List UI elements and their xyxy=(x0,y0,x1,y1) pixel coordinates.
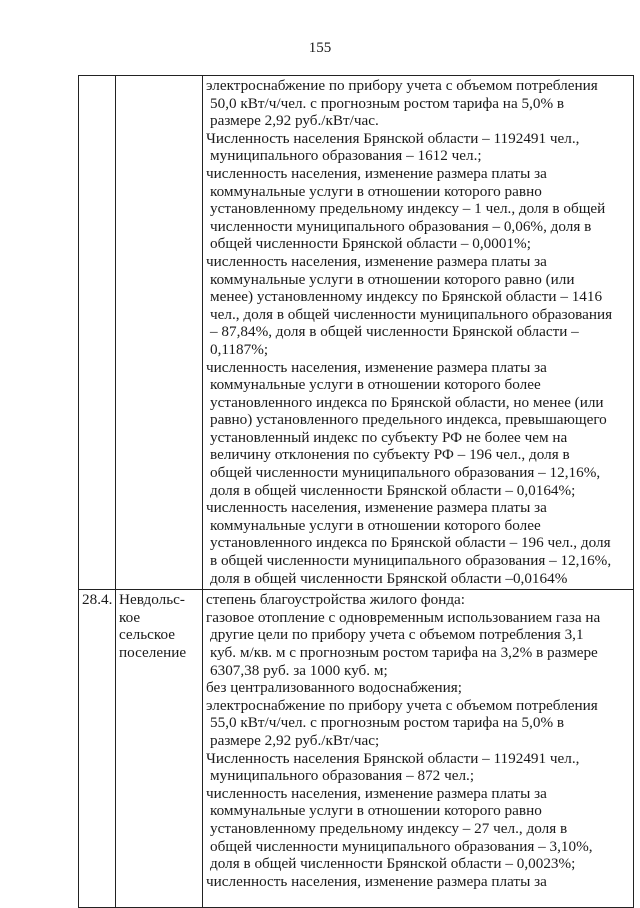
text-line: электроснабжение по прибору учета с объемом потребления xyxy=(206,77,598,94)
document-table xyxy=(78,75,634,908)
table-row xyxy=(79,590,634,908)
text-line: численность населения, изменение размера платы за xyxy=(206,499,547,517)
settlement-name-line: сельское xyxy=(119,626,176,644)
settlement-name-cell xyxy=(116,76,203,590)
text-line: степень благоустройства жилого фонда: xyxy=(206,591,466,609)
text-line: установленного индекса по Брянской области – 196 чел., доля xyxy=(210,534,611,552)
text-line: Численность населения Брянской области – 1192491 чел., xyxy=(206,129,580,147)
text-line: численность населения, изменение размера платы за xyxy=(206,164,547,182)
text-line: коммунальные услуги в отношении которого равно xyxy=(210,802,542,820)
text-line: доля в общей численности Брянской области – 0,0164%; xyxy=(210,481,576,499)
table-row xyxy=(79,76,634,590)
description-cell xyxy=(203,590,634,908)
text-line: коммунальные услуги в отношении которого равно xyxy=(210,182,542,200)
text-line: коммунальные услуги в отношении которого равно (или xyxy=(210,270,575,288)
text-line: 50,0 кВт/ч/чел. с прогнозным ростом тарифа на 5,0% в xyxy=(210,94,565,112)
text-line: установленного индекса по Брянской области, но менее (или xyxy=(210,393,604,411)
text-line: численность населения, изменение размера платы за xyxy=(206,358,547,376)
row-number-cell xyxy=(79,76,116,590)
text-line: коммунальные услуги в отношении которого более xyxy=(210,376,541,394)
text-line: электроснабжение по прибору учета с объемом потребления xyxy=(206,696,598,714)
page-number: 155 xyxy=(308,40,332,56)
text-line: другие цели по прибору учета с объемом потребления 3,1 xyxy=(210,626,584,644)
text-line: общей численности муниципального образования – 12,16%, xyxy=(210,464,601,482)
text-line: муниципального образования – 1612 чел.; xyxy=(210,147,482,165)
text-line: общей численности муниципального образования – 3,10%, xyxy=(210,837,593,855)
text-line: установленному предельному индексу – 27 чел., доля в xyxy=(210,819,568,837)
text-line: чел., доля в общей численности муниципального образования xyxy=(210,305,613,323)
text-line: размере 2,92 руб./кВт/час; xyxy=(210,731,380,749)
settlement-name-line: поселение xyxy=(119,644,187,661)
text-line: равно) установленного предельного индекса, превышающего xyxy=(210,411,607,429)
text-line: установленному предельному индексу – 1 чел., доля в общей xyxy=(210,200,606,218)
settlement-name-line: кое xyxy=(119,608,141,626)
settlement-name-line: Невдольс- xyxy=(119,591,185,609)
text-line: 55,0 кВт/ч/чел. с прогнозным ростом тарифа на 5,0% в xyxy=(210,714,565,732)
text-line: 0,1187%; xyxy=(210,340,269,358)
text-line: 6307,38 руб. за 1000 куб. м; xyxy=(210,661,388,679)
text-line: куб. м/кв. м с прогнозным ростом тарифа на 3,2% в размере xyxy=(210,644,598,661)
text-line: численности муниципального образования – 0,06%, доля в xyxy=(210,217,592,235)
text-line: численность населения, изменение размера платы за xyxy=(206,872,547,890)
text-line: доля в общей численности Брянской области –0,0164% xyxy=(210,569,568,587)
text-line: размере 2,92 руб./кВт/час. xyxy=(210,112,379,130)
description-cell xyxy=(203,76,634,590)
settlement-name-cell xyxy=(116,590,203,908)
row-number-cell: 28.4. xyxy=(79,590,116,908)
text-line: газовое отопление с одновременным использованием газа на xyxy=(206,608,601,626)
text-line: доля в общей численности Брянской области – 0,0023%; xyxy=(210,855,576,873)
text-line: муниципального образования – 872 чел.; xyxy=(210,767,475,785)
text-line: – 87,84%, доля в общей численности Брянской области – xyxy=(210,323,579,341)
text-line: коммунальные услуги в отношении которого более xyxy=(210,516,541,534)
text-line: менее) установленному индексу по Брянской области – 1416 xyxy=(210,288,603,306)
text-line: величину отклонения по субъекту РФ – 196 чел., доля в xyxy=(210,446,570,464)
text-line: установленный индекс по субъекту РФ не более чем на xyxy=(210,428,568,446)
text-line: численность населения, изменение размера платы за xyxy=(206,784,547,802)
text-line: в общей численности муниципального образования – 12,16%, xyxy=(210,552,612,570)
text-line: общей численности Брянской области – 0,0001%; xyxy=(210,235,531,253)
text-line: Численность населения Брянской области – 1192491 чел., xyxy=(206,749,580,767)
text-line: без централизованного водоснабжения; xyxy=(206,679,462,697)
text-line: численность населения, изменение размера платы за xyxy=(206,252,547,270)
